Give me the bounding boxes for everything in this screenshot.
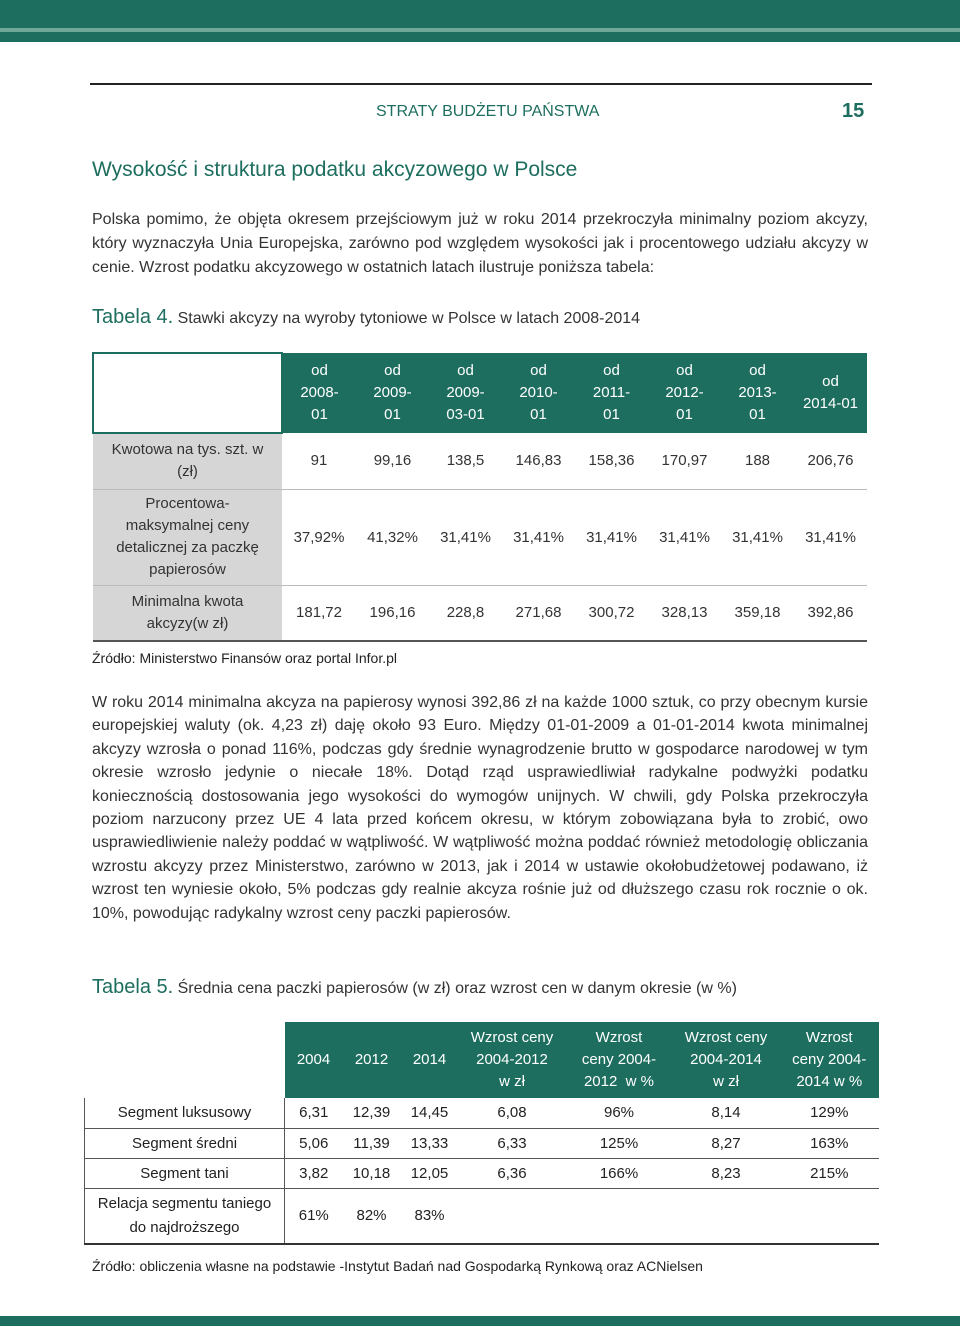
table5-label: Tabela 5. [92, 976, 174, 998]
table5-caption-text: Średnia cena paczki papierosów (w zł) oraz wzrost cen w danym okresie (w %) [173, 980, 737, 997]
row-header: Procentowa- maksymalnej ceny detalicznej za paczkę papierosów [93, 489, 282, 585]
table-cell: 31,41% [429, 489, 502, 585]
row-header: Minimalna kwota akcyzy(w zł) [93, 585, 282, 641]
table4-col-header: od 2008- 01 [300, 362, 339, 423]
table-row [93, 489, 867, 585]
table-cell: 91 [282, 433, 356, 489]
table-cell: 41,32% [356, 489, 429, 585]
table-cell: 83% [401, 1188, 459, 1244]
table5-col-header: 2012 [343, 1022, 401, 1098]
table-cell: 146,83 [502, 433, 575, 489]
table-cell: 271,68 [502, 585, 575, 641]
table4-col-header: od 2009- 01 [373, 362, 412, 423]
table-cell: 215% [780, 1158, 880, 1188]
table-row [93, 585, 867, 641]
table-cell: 6,33 [459, 1128, 566, 1158]
table-cell: 12,05 [401, 1158, 459, 1188]
table-cell [673, 1188, 780, 1244]
table-row [93, 433, 867, 489]
table-cell: 8,27 [673, 1128, 780, 1158]
table-cell: 166% [566, 1158, 673, 1188]
cigarette-prices-table [84, 1022, 879, 1245]
table5-caption [92, 976, 737, 999]
table-cell: 5,06 [285, 1128, 343, 1158]
table4-col-header: od 2011- 01 [592, 362, 631, 423]
table-cell: 196,16 [356, 585, 429, 641]
table-cell: 170,97 [648, 433, 721, 489]
table-cell: 3,82 [285, 1158, 343, 1188]
table-cell: 188 [721, 433, 794, 489]
table-cell: 6,36 [459, 1158, 566, 1188]
table5-col-header: Wzrost ceny 2004-2014 w zł [673, 1022, 780, 1098]
table-cell: 206,76 [794, 433, 867, 489]
table4-label: Tabela 4. [92, 306, 174, 328]
table-cell: 12,39 [343, 1098, 401, 1128]
table-cell: 6,31 [285, 1098, 343, 1128]
table-cell: 228,8 [429, 585, 502, 641]
table4-col-header: od 2013- 01 [738, 362, 777, 423]
table-cell: 328,13 [648, 585, 721, 641]
table5-corner-cell [85, 1022, 285, 1098]
table4-col-header: od 2014-01 [802, 373, 859, 412]
row-header: Relacja segmentu taniego do najdroższego [85, 1188, 285, 1244]
table-cell [566, 1188, 673, 1244]
table-cell: 37,92% [282, 489, 356, 585]
table4-col-header: od 2010- 01 [519, 362, 558, 423]
table-row [85, 1188, 880, 1244]
table4-source: Źródło: Ministerstwo Finansów oraz portal Infor.pl [92, 650, 398, 666]
table-cell [780, 1188, 880, 1244]
top-bar-stripe [0, 28, 960, 32]
body-paragraph: W roku 2014 minimalna akcyza na papierosy wynosi 392,86 zł na każde 1000 sztuk, co przy obecnym kursie europejskiej waluty (ok. 4,23 zł) daję około 93 Euro. Między 01-01-2009 a 01-01-2014 kwota minimalnej akcyzy wzrosła o ponad 116%, podczas gdy średnie wynagrodzenie brutto w gospodarce narodowej w tym okresie wzrosło jedynie o niecałe 18%. Dotąd rząd usprawiedliwiał radykalne podwyżki podatku koniecznością dostosowania jego wysokości do wymogów unijnych. W chwili, gdy Polska przekroczyła poziom narzucony przez UE 4 lata przed końcem okresu, w którym zobowiązana była to zrobić, owo usprawiedliwienie należy poddać w wątpliwość. W wątpliwość można poddać również metodologię obliczania wzrostu akcyzy przez Ministerstwo, zarówno w 2013, jak i 2014 w ustawie okołobudżetowej podawano, iż wzrost ten wyniesie około, 5% podczas gdy realnie akcyza rośnie już od dłuższego czasu rok rocznie o ok. 10%, powodując radykalny wzrost ceny paczki papierosów. [92, 694, 868, 922]
intro-paragraph: Polska pomimo, że objęta okresem przejściowym już w roku 2014 przekroczyła minimalny poziom akcyzy, który wyznaczyła Unia Europejska, zarówno pod względem wysokości jak i procentowego udziału akcyzy w cenie. Wzrost podatku akcyzowego w ostatnich latach ilustruje poniższa tabela: [92, 211, 868, 277]
table-cell: 31,41% [575, 489, 648, 585]
row-header: Segment średni [85, 1128, 285, 1158]
table4-col-header: od 2009- 03-01 [446, 362, 485, 423]
table4-caption [92, 306, 640, 329]
table5-source: Źródło: obliczenia własne na podstawie -Instytut Badań nad Gospodarką Rynkową oraz ACNielsen [92, 1258, 703, 1274]
row-header: Kwotowa na tys. szt. w (zł) [93, 433, 282, 489]
section-title: Wysokość i struktura podatku akcyzowego w Polsce [92, 158, 578, 181]
table-cell: 8,14 [673, 1098, 780, 1128]
top-decorative-bar [0, 0, 960, 42]
table5-col-header: Wzrost ceny 2004- 2014 w % [780, 1022, 880, 1098]
table-cell: 129% [780, 1098, 880, 1128]
table-cell: 392,86 [794, 585, 867, 641]
table4-header-row [93, 353, 867, 433]
table5-header-row [85, 1022, 880, 1098]
bottom-decorative-bar [0, 1316, 960, 1326]
table-cell: 300,72 [575, 585, 648, 641]
table4-caption-text: Stawki akcyzy na wyroby tytoniowe w Polsce w latach 2008-2014 [173, 310, 641, 327]
table5-col-header: 2014 [401, 1022, 459, 1098]
table-cell: 31,41% [794, 489, 867, 585]
table-cell: 181,72 [282, 585, 356, 641]
row-header: Segment tani [85, 1158, 285, 1188]
excise-rates-table [92, 352, 867, 642]
table-row [85, 1158, 880, 1188]
table-cell: 10,18 [343, 1158, 401, 1188]
header-rule [90, 83, 872, 85]
table-cell: 6,08 [459, 1098, 566, 1128]
table-row [85, 1098, 880, 1128]
table-cell: 82% [343, 1188, 401, 1244]
table-cell: 31,41% [502, 489, 575, 585]
table-cell: 163% [780, 1128, 880, 1158]
row-header: Segment luksusowy [85, 1098, 285, 1128]
table-cell: 61% [285, 1188, 343, 1244]
table-cell [459, 1188, 566, 1244]
table-cell: 8,23 [673, 1158, 780, 1188]
table5-col-header: Wzrost ceny 2004-2012 w zł [459, 1022, 566, 1098]
table-cell: 138,5 [429, 433, 502, 489]
table4-col-header: od 2012- 01 [665, 362, 704, 423]
table-cell: 99,16 [356, 433, 429, 489]
table-cell: 31,41% [721, 489, 794, 585]
table5-col-header: 2004 [285, 1022, 343, 1098]
table-cell: 13,33 [401, 1128, 459, 1158]
table-cell: 125% [566, 1128, 673, 1158]
table-cell: 158,36 [575, 433, 648, 489]
running-header: STRATY BUDŻETU PAŃSTWA [376, 103, 600, 120]
table4-corner-cell [93, 353, 282, 433]
table-cell: 31,41% [648, 489, 721, 585]
page-number: 15 [842, 100, 865, 122]
table5-col-header: Wzrost ceny 2004- 2012 w % [566, 1022, 673, 1098]
table-cell: 359,18 [721, 585, 794, 641]
table-row [85, 1128, 880, 1158]
table-cell: 96% [566, 1098, 673, 1128]
table-cell: 11,39 [343, 1128, 401, 1158]
table-cell: 14,45 [401, 1098, 459, 1128]
